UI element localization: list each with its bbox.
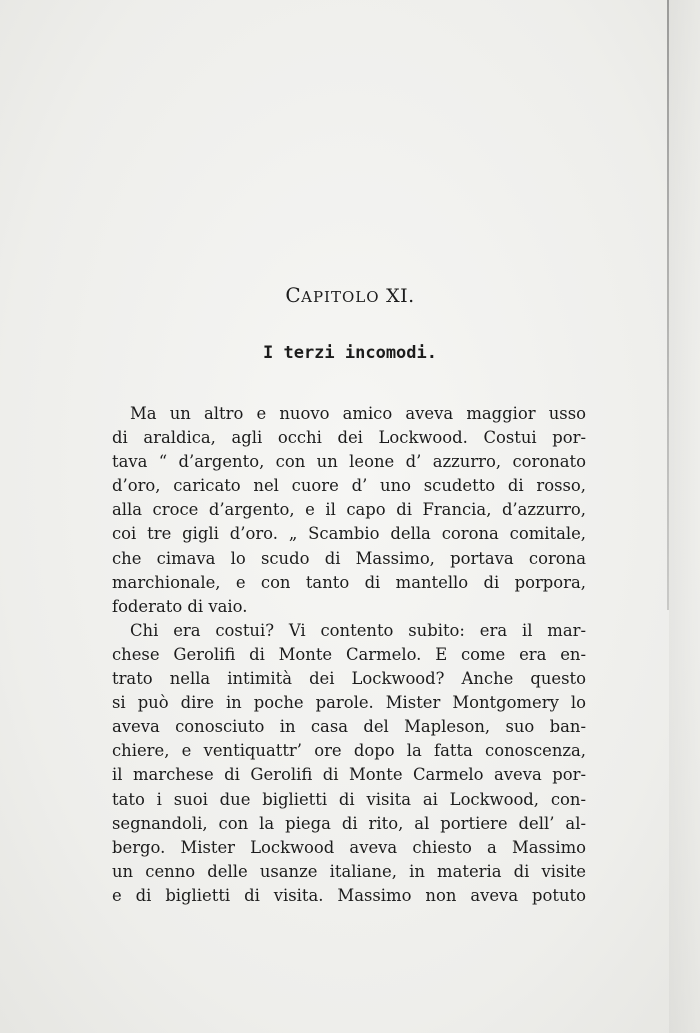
text-line: che cimava lo scudo di Massimo, portava corona — [112, 548, 586, 568]
body-text — [112, 402, 586, 908]
text-line: marchionale, e con tanto di mantello di porpora, — [112, 572, 586, 592]
text-line: tava “ d’argento, con un leone d’ azzurro, coronato — [112, 452, 586, 472]
chapter-initial: C — [285, 283, 302, 307]
text-line: chiere, e ventiquattr’ ore dopo la fatta conoscenza, — [112, 741, 586, 761]
text-line: coi tre gigli d’oro. „ Scambio della corona comitale, — [112, 524, 586, 544]
text-line: d’oro, caricato nel cuore d’ uno scudetto di rosso, — [112, 476, 586, 496]
text-line: e di biglietti di visita. Massimo non aveva potuto — [112, 885, 586, 905]
text-line: il marchese di Gerolifi di Monte Carmelo aveva por- — [112, 765, 586, 785]
text-line: alla croce d’argento, e il capo di Francia, d’azzurro, — [112, 500, 586, 520]
text-line: si può dire in poche parole. Mister Montgomery lo — [112, 693, 586, 713]
text-line: trato nella intimità dei Lockwood? Anche questo — [112, 669, 586, 689]
text-line: aveva conosciuto in casa del Mapleson, suo ban- — [112, 717, 586, 737]
text-line: bergo. Mister Lockwood aveva chiesto a Massimo — [112, 837, 586, 857]
page-edge-shadow — [669, 0, 700, 1033]
text-line: tato i suoi due biglietti di visita ai Lockwood, con- — [112, 789, 586, 809]
chapter-title: I terzi incomodi. — [263, 343, 437, 363]
chapter-word: APITOLO — [301, 288, 380, 306]
text-line: chese Gerolifi di Monte Carmelo. E come era en- — [112, 644, 586, 664]
text-line: Chi era costui? Vi contento subito: era il mar- — [130, 620, 586, 640]
text-line: un cenno delle usanze italiane, in materia di visite — [112, 861, 586, 881]
chapter-heading — [0, 283, 700, 307]
text-line: di araldica, agli occhi dei Lockwood. Costui por- — [112, 428, 586, 448]
text-line: foderato di vaio. — [112, 596, 248, 616]
text-line: segnandoli, con la piega di rito, al portiere dell’ al- — [112, 813, 586, 833]
chapter-number: XI. — [386, 285, 415, 307]
text-line: Ma un altro e nuovo amico aveva maggior usso — [130, 404, 586, 423]
